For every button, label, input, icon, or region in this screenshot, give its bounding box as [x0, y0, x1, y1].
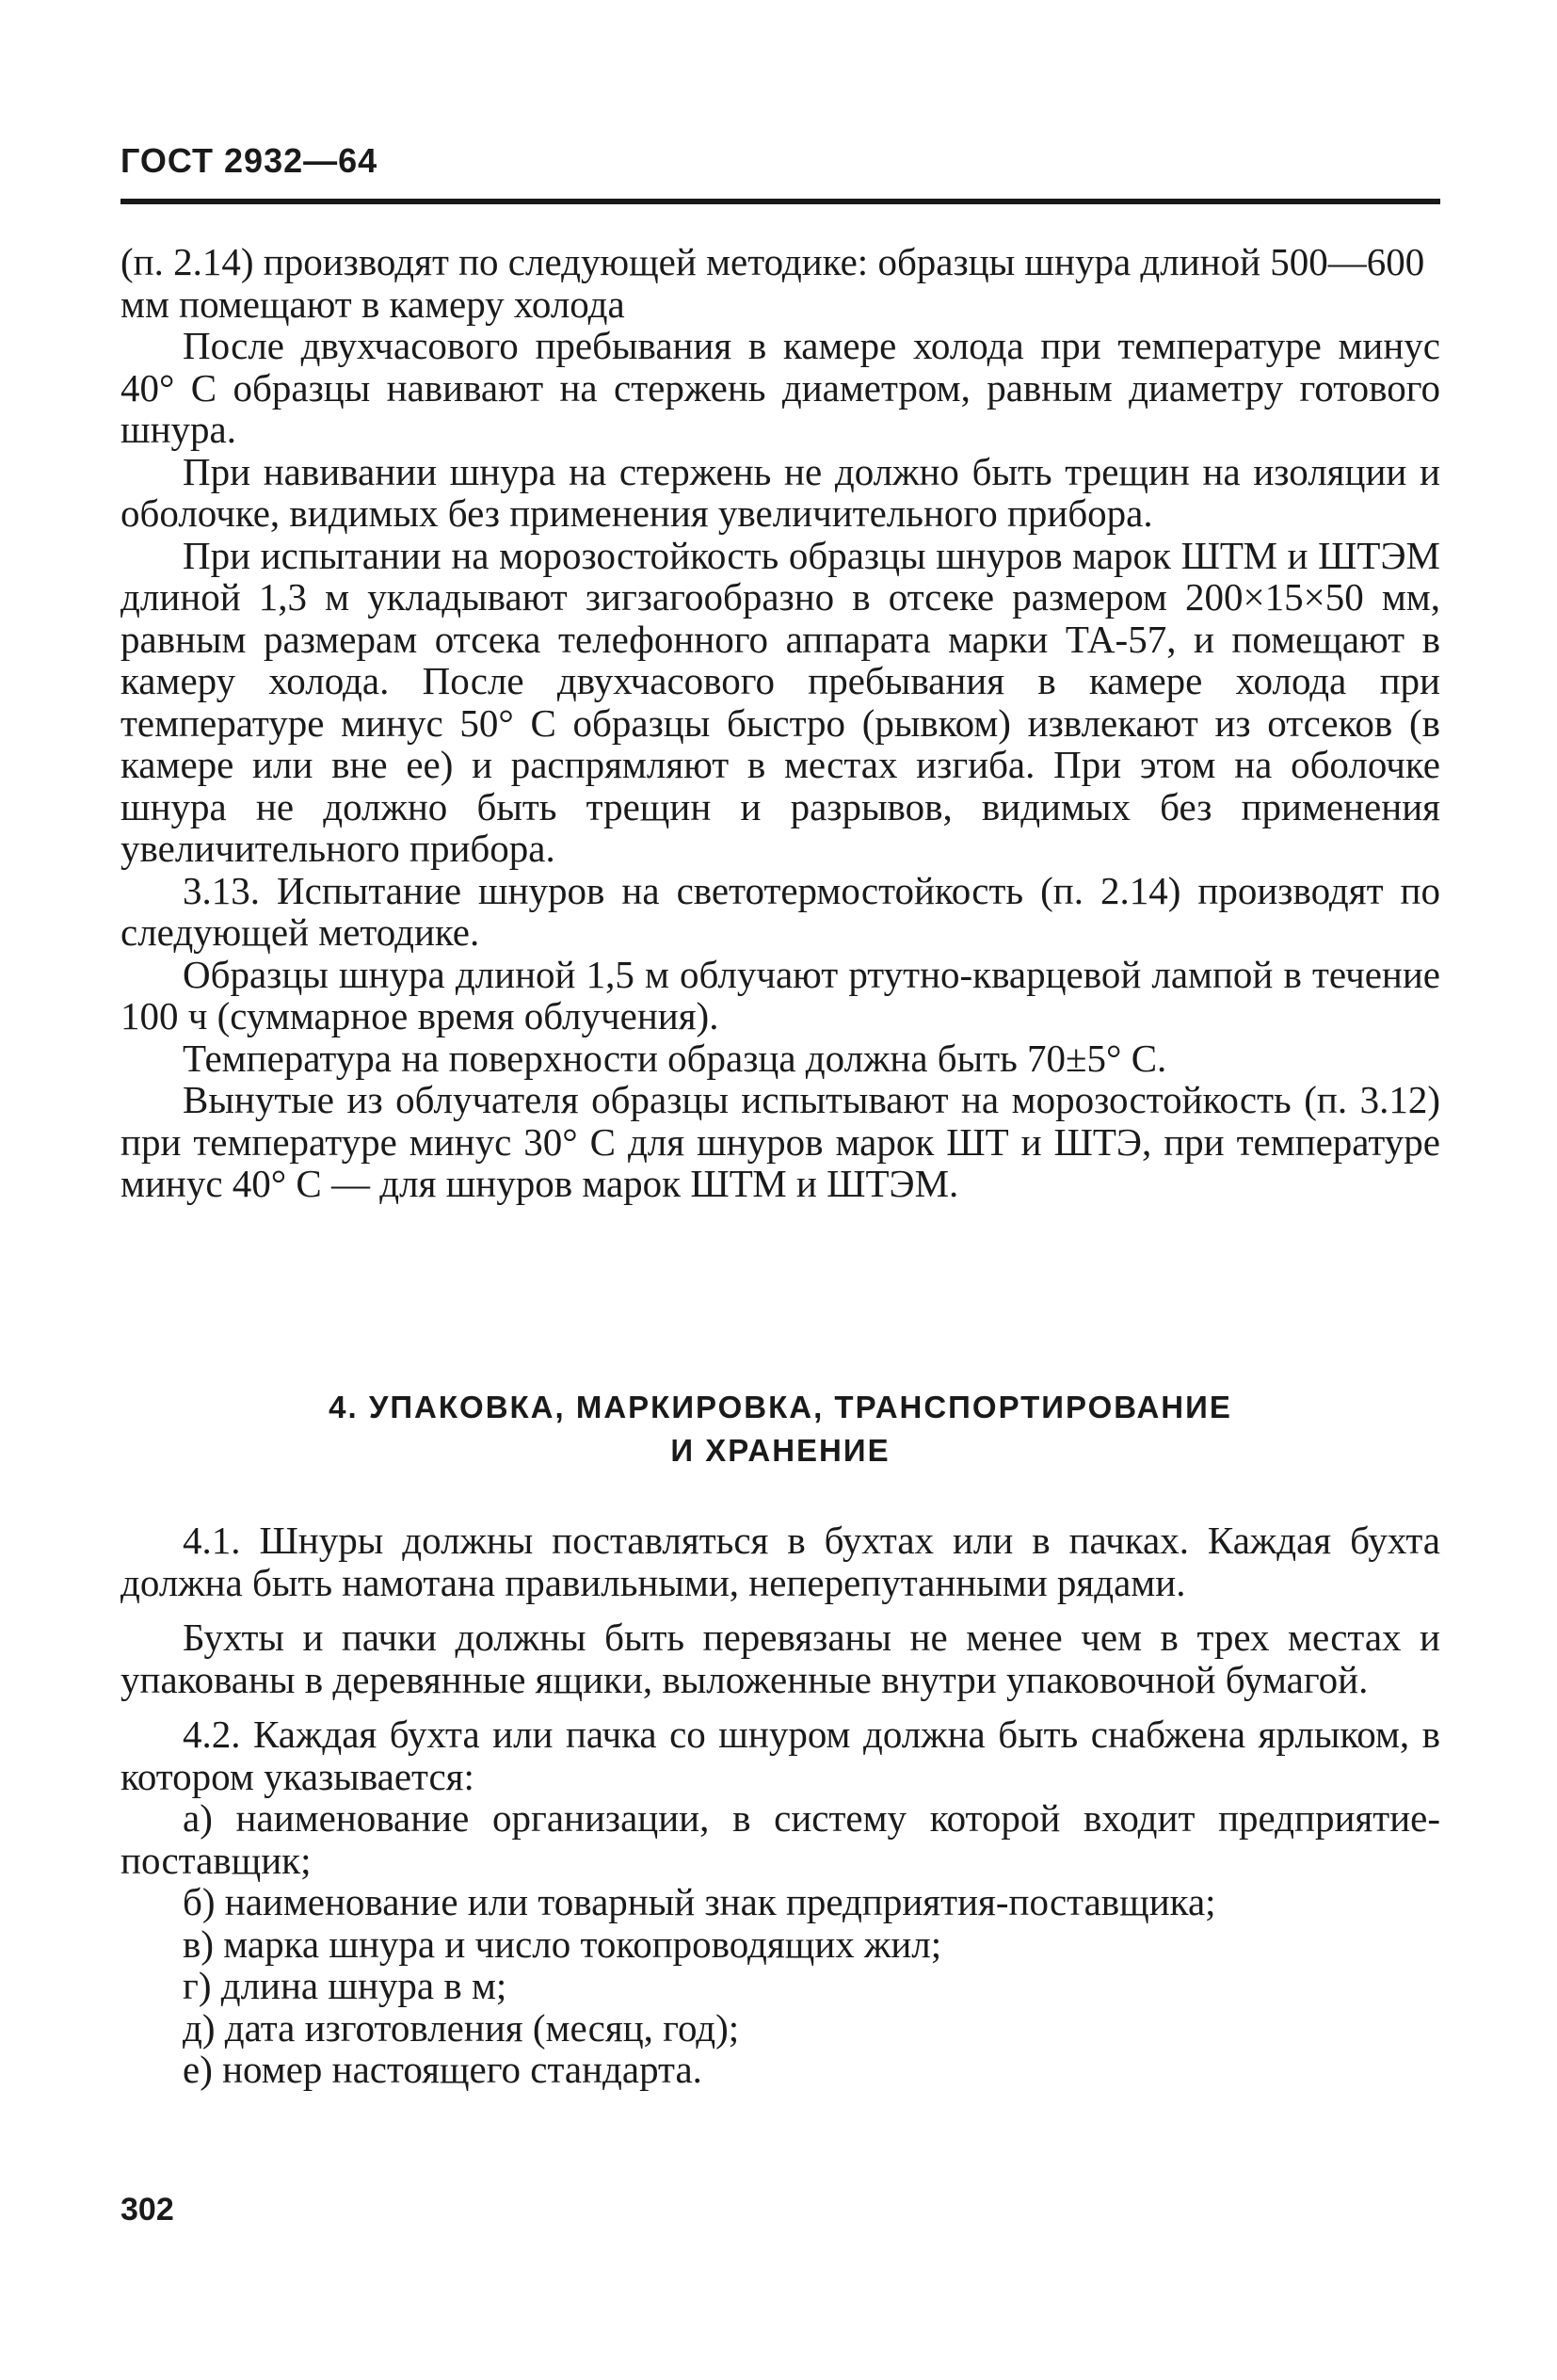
paragraph: Вынутые из облучателя образцы испытывают на морозостойкость (п. 3.12) при температуре минус 30° С для шнуров марок ШТ и ШТЭ, при температуре минус 40° С — для шнуров марок ШТМ и ШТЭМ. [120, 1078, 1440, 1205]
heading-line: 4. УПАКОВКА, МАРКИРОВКА, ТРАНСПОРТИРОВАНИЕ [329, 1390, 1232, 1424]
heading-line: И ХРАНЕНИЕ [670, 1433, 891, 1468]
paragraph: 4.1. Шнуры должны поставляться в бухтах или в пачках. Каждая бухта должна быть намотана правильными, неперепутанными рядами. [120, 1519, 1440, 1604]
list-item: е) номер настоящего стандарта. [183, 2048, 702, 2091]
page-number: 302 [120, 2192, 174, 2227]
paragraph: 3.13. Испытание шнуров на светотермостойкость (п. 2.14) производят по следующей методике. [120, 868, 1440, 954]
list-item: д) дата изготовления (месяц, год); [183, 2005, 740, 2050]
paragraph: (п. 2.14) производят по следующей методике: образцы шнура длиной 500—600 мм помещают в камеру холода [120, 240, 1425, 326]
paragraph: Образцы шнура длиной 1,5 м облучают ртутно-кварцевой лампой в течение 100 ч (суммарное время облучения). [120, 952, 1440, 1037]
paragraph: 4.2. Каждая бухта или пачка со шнуром должна быть снабжена ярлыком, в котором указывается: [120, 1713, 1440, 1798]
paragraph: При навивании шнура на стержень не должно быть трещин на изоляции и оболочке, видимых без применения увеличительного прибора. [120, 449, 1440, 535]
section-3-text [120, 241, 1440, 1205]
paragraph: При испытании на морозостойкость образцы шнуров марок ШТМ и ШТЭМ длиной 1,3 м укладывают зигзагообразно в отсеке размером 200×15×50 мм, равным размерам отсека телефонного аппарата марки ТА-57, и помещают в камеру холода. После двухчасового пребывания в камере холода при температуре минус 50° С образцы быстро (рывком) извлекают из отсеков (в камере или вне ее) и распрямляют в местах изгиба. При этом на оболочке шнура не должно быть трещин и разрывов, видимых без применения увеличительного прибора. [120, 533, 1440, 870]
list-item: в) марка шнура и число токопроводящих жил; [183, 1922, 942, 1966]
paragraph: Бухты и пачки должны быть перевязаны не менее чем в трех местах и упакованы в деревянные ящики, выложенные внутри упаковочной бумагой. [120, 1616, 1440, 1701]
list-item: б) наименование или товарный знак предприятия-поставщика; [183, 1880, 1216, 1923]
document-header: ГОСТ 2932—64 [120, 141, 378, 180]
paragraph: После двухчасового пребывания в камере холода при температуре минус 40° С образцы навивают на стержень диаметром, равным диаметру готового шнура. [120, 324, 1440, 451]
section-4-heading [120, 1386, 1440, 1472]
paragraph: Температура на поверхности образца должна быть 70±5° С. [183, 1036, 1167, 1080]
list-item: г) длина шнура в м; [183, 1964, 507, 2007]
section-4-text [120, 1520, 1440, 2091]
list-item: а) наименование организации, в систему которой входит предприятие-поставщик; [120, 1796, 1440, 1882]
header-rule [120, 199, 1440, 204]
